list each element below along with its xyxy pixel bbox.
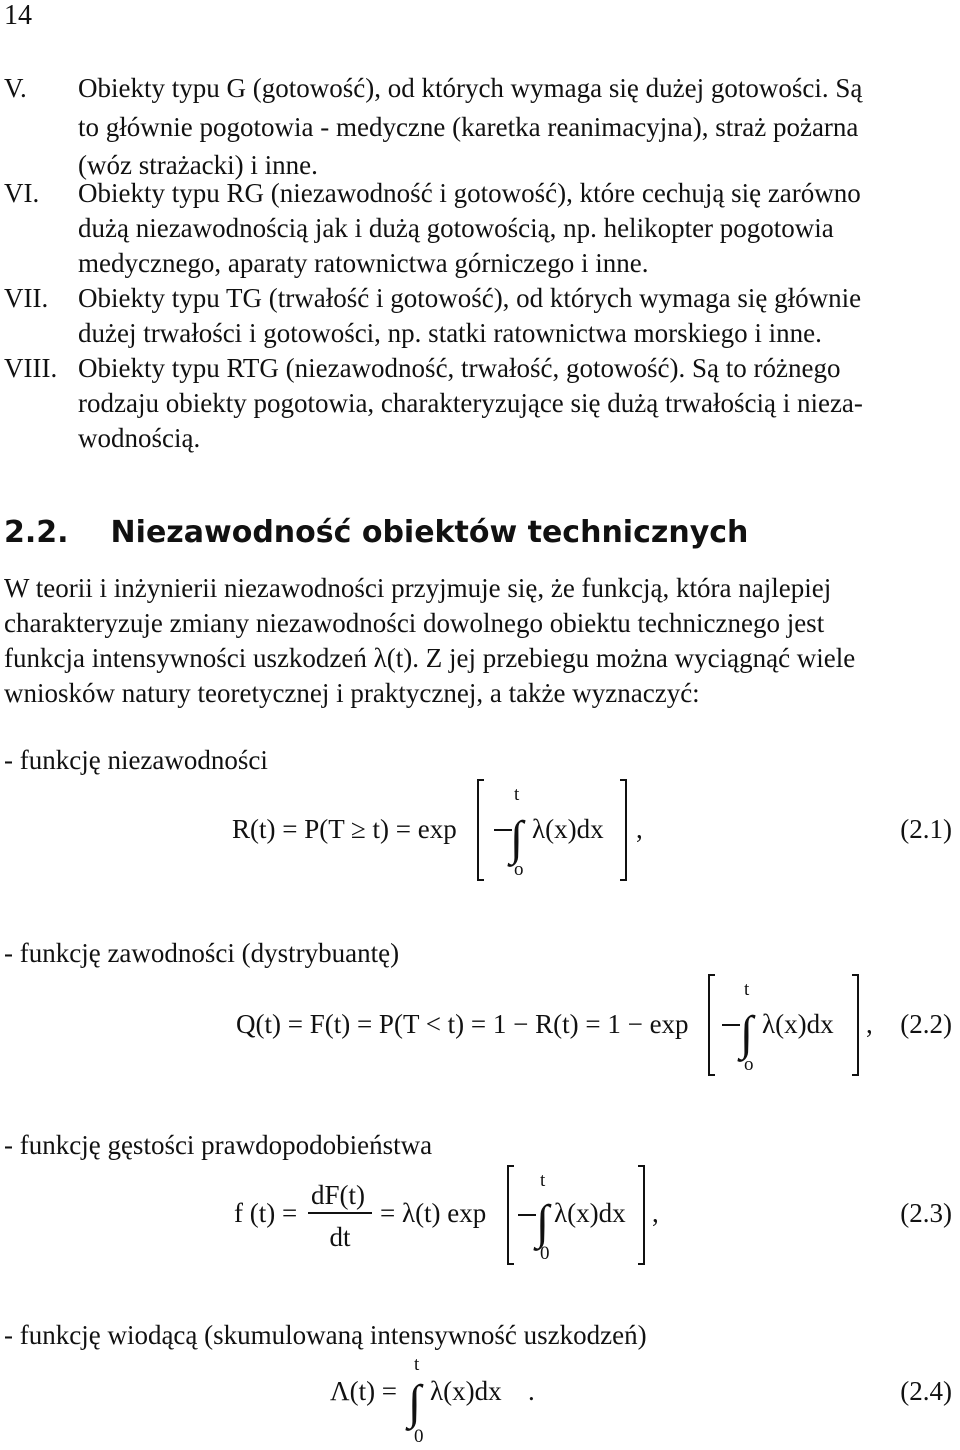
eq-tail: ,: [652, 1198, 659, 1228]
equation-2-1: [0, 770, 960, 890]
eq-lhs: R(t) = P(T ≥ t) = exp: [232, 814, 457, 844]
eq-lower-limit: 0: [414, 1426, 424, 1447]
list-line: dużą niezawodnością jak i dużą gotowością, np. helikopter pogotowia: [78, 213, 834, 243]
integral-sign: ∫: [408, 1376, 422, 1429]
integral-sign: ∫: [510, 812, 524, 865]
eq-tail: ,: [866, 1009, 873, 1039]
equation-2-4: [0, 1350, 960, 1450]
list-line: to głównie pogotowia - medyczne (karetka reanimacyjna), straż pożarna: [78, 112, 859, 142]
paragraph-line: W teorii i inżynierii niezawodności przyjmuje się, że funkcją, która najlepiej: [4, 573, 832, 603]
bullet-cumulative: - funkcję wiodącą (skumulowaną intensywność uszkodzeń): [4, 1320, 647, 1350]
list-line: medycznego, aparaty ratownictwa górniczego i inne.: [78, 248, 649, 278]
list-line: Obiekty typu RG (niezawodność i gotowość), które cechują się zarówno: [78, 178, 861, 208]
eq-frac-denominator: dt: [329, 1222, 351, 1252]
list-line: Obiekty typu RTG (niezawodność, trwałość, gotowość). Są to różnego: [78, 353, 841, 383]
eq-lower-limit: o: [514, 859, 524, 880]
equation-number: (2.4): [900, 1376, 952, 1406]
list-num-vi: VI.: [4, 178, 40, 208]
eq-integrand: λ(x)dx: [532, 814, 604, 844]
eq-upper-limit: t: [514, 784, 520, 805]
list-num-v: V.: [4, 73, 27, 103]
eq-lhs: Λ(t) =: [330, 1376, 398, 1406]
eq-upper-limit: t: [744, 979, 750, 1000]
paragraph-line: funkcja intensywności uszkodzeń λ(t). Z jej przebiegu można wyciągnąć wiele: [4, 643, 856, 673]
eq-integrand: λ(x)dx: [430, 1376, 502, 1406]
integral-sign: ∫: [536, 1196, 550, 1249]
integral-sign: ∫: [740, 1007, 754, 1060]
eq-frac-numerator: dF(t): [311, 1180, 365, 1210]
equation-2-2: [0, 965, 960, 1085]
equation-2-3: [0, 1160, 960, 1280]
paragraph-line: wniosków natury teoretycznej i praktycznej, a także wyznaczyć:: [4, 678, 700, 708]
equation-number: (2.1): [900, 814, 952, 844]
eq-upper-limit: t: [540, 1170, 546, 1191]
equation-number: (2.3): [900, 1198, 952, 1228]
section-number: 2.2.: [4, 515, 69, 550]
section-heading: [4, 515, 748, 550]
bullet-reliability: - funkcję niezawodności: [4, 745, 268, 775]
list-num-vii: VII.: [4, 283, 49, 313]
eq-integrand: λ(x)dx: [554, 1198, 626, 1228]
list-line: Obiekty typu TG (trwałość i gotowość), od których wymaga się głównie: [78, 283, 862, 313]
eq-lhs: f (t) =: [234, 1198, 298, 1228]
eq-integrand: λ(x)dx: [762, 1009, 834, 1039]
eq-upper-limit: t: [414, 1354, 420, 1375]
paragraph-line: charakteryzuje zmiany niezawodności dowolnego obiektu technicznego jest: [4, 608, 825, 638]
list-line: (wóz strażacki) i inne.: [78, 150, 318, 180]
section-title: Niezawodność obiektów technicznych: [110, 515, 749, 550]
list-line: wodnością.: [78, 423, 201, 453]
eq-lower-limit: o: [744, 1054, 754, 1075]
list-line: [78, 73, 954, 104]
bullet-density: - funkcję gęstości prawdopodobieństwa: [4, 1130, 433, 1160]
equation-number: (2.2): [900, 1009, 952, 1039]
list-line-text: Obiekty typu G (gotowość), od których wymaga się dużej gotowości. Są: [78, 73, 863, 103]
eq-lower-limit: 0: [540, 1243, 550, 1264]
list-line: dużej trwałości i gotowości, np. statki ratownictwa morskiego i inne.: [78, 318, 822, 348]
eq-tail: ,: [636, 814, 643, 844]
eq-tail: .: [528, 1376, 535, 1406]
list-num-viii: VIII.: [4, 353, 58, 383]
bullet-unreliability: - funkcję zawodności (dystrybuantę): [4, 938, 400, 968]
eq-mid: = λ(t) exp: [380, 1198, 487, 1228]
list-line: rodzaju obiekty pogotowia, charakteryzujące się dużą trwałością i nieza-: [78, 388, 863, 418]
eq-lhs: Q(t) = F(t) = P(T < t) = 1 − R(t) = 1 − exp: [236, 1009, 689, 1039]
page-number: 14: [4, 0, 32, 31]
